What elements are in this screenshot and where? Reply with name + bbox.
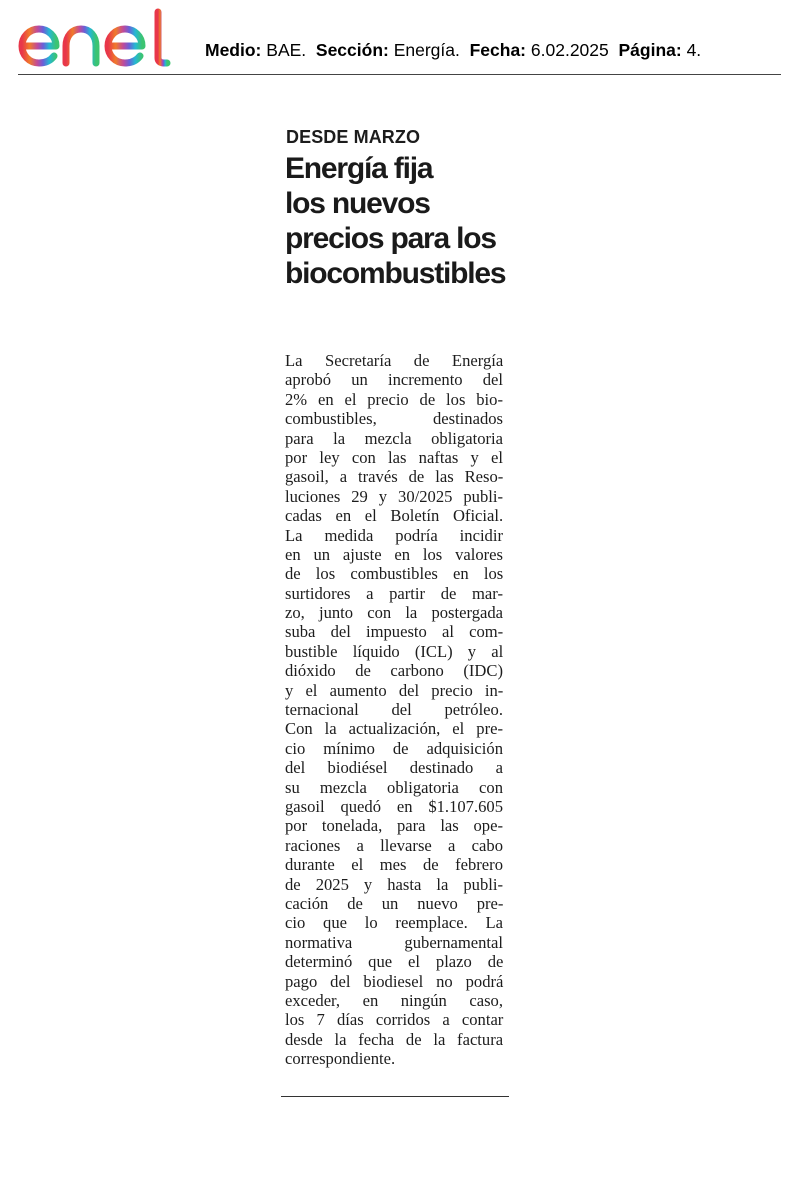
body-line: para la mezcla obligatoria bbox=[285, 428, 503, 448]
headline-line: precios para los bbox=[285, 222, 496, 255]
seccion-label: Sección: bbox=[315, 40, 389, 60]
body-line: aprobó un incremento del bbox=[285, 370, 504, 390]
body-line: correspondiente. bbox=[285, 1049, 396, 1069]
enel-logo bbox=[16, 8, 174, 70]
fecha-value: 6.02.2025 bbox=[530, 40, 609, 60]
body-line: durante el mes de febrero bbox=[285, 855, 503, 875]
body-line: desde la fecha de la factura bbox=[285, 1029, 504, 1049]
body-line: pago del biodiesel no podrá bbox=[285, 971, 504, 991]
body-line: raciones a llevarse a cabo bbox=[285, 835, 503, 855]
body-line: Con la actualización, el pre- bbox=[285, 719, 503, 739]
body-line: La medida podría incidir bbox=[285, 525, 503, 545]
body-line: gasoil, a través de las Reso- bbox=[285, 467, 504, 487]
body-line: por tonelada, para las ope- bbox=[285, 816, 503, 836]
body-line: por ley con las naftas y el bbox=[285, 447, 503, 467]
headline-line: Energía fija bbox=[285, 152, 433, 185]
body-line: cio mínimo de adquisición bbox=[285, 738, 503, 758]
body-line: gasoil quedó en $1.107.605 bbox=[285, 796, 503, 816]
body-line: 2% en el precio de los bio- bbox=[285, 389, 503, 409]
medio-label: Medio: bbox=[205, 40, 262, 60]
article-body bbox=[285, 351, 503, 1068]
article-kicker: DESDE MARZO bbox=[286, 127, 421, 147]
source-metadata bbox=[205, 40, 701, 61]
body-line: exceder, en ningún caso, bbox=[285, 990, 503, 1010]
body-line: La Secretaría de Energía bbox=[285, 351, 504, 370]
fecha-label: Fecha: bbox=[469, 40, 527, 60]
medio-value: BAE. bbox=[266, 40, 307, 60]
body-line: ternacional del petróleo. bbox=[285, 700, 503, 720]
body-line: zo, junto con la postergada bbox=[285, 603, 504, 623]
body-line: cación de un nuevo pre- bbox=[285, 893, 504, 913]
body-line: su mezcla obligatoria con bbox=[285, 777, 504, 797]
article-end-rule bbox=[281, 1096, 509, 1097]
article-headline bbox=[285, 151, 525, 291]
body-line: determinó que el plazo de bbox=[285, 952, 504, 972]
pagina-label: Página: bbox=[618, 40, 682, 60]
body-line: en un ajuste en los valores bbox=[285, 544, 503, 564]
body-line: de los combustibles en los bbox=[285, 564, 504, 584]
body-line: suba del impuesto al com- bbox=[285, 622, 504, 642]
body-line: los 7 días corridos a contar bbox=[285, 1010, 504, 1030]
body-line: y el aumento del precio in- bbox=[285, 680, 504, 700]
body-line: cio que lo reemplace. La bbox=[285, 913, 503, 933]
body-line: bustible líquido (ICL) y al bbox=[285, 641, 504, 661]
body-line: del biodiésel destinado a bbox=[285, 758, 503, 778]
headline-line: biocombustibles bbox=[285, 257, 506, 290]
body-line: dióxido de carbono (IDC) bbox=[285, 661, 503, 681]
header-divider bbox=[18, 74, 781, 75]
headline-line: los nuevos bbox=[285, 187, 430, 220]
body-line: luciones 29 y 30/2025 publi- bbox=[285, 486, 503, 506]
body-line: normativa gubernamental bbox=[285, 932, 504, 952]
body-line: combustibles, destinados bbox=[285, 409, 503, 429]
body-line: de 2025 y hasta la publi- bbox=[285, 874, 503, 894]
seccion-value: Energía. bbox=[393, 40, 460, 60]
body-line: cadas en el Boletín Oficial. bbox=[285, 506, 504, 526]
body-line: surtidores a partir de mar- bbox=[285, 583, 503, 603]
pagina-value: 4. bbox=[686, 40, 702, 60]
